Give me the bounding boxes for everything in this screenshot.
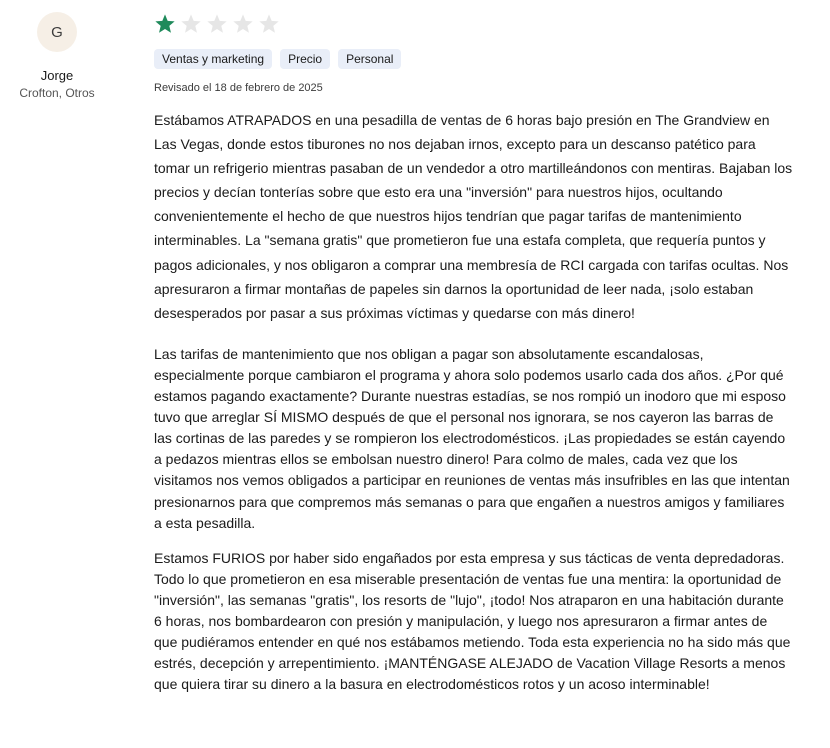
review-tags [154,49,794,69]
tag-personal[interactable]: Personal [338,49,401,69]
review-paragraph: Las tarifas de mantenimiento que nos obligan a pagar son absolutamente escandalosas, especialmente porque cambiaron el programa y ahora solo podemos usarlo cada dos años. ¿Por qué estamos pagando exactamente? Durante nuestras estadías, se nos rompió un inodoro que mi esposo tuvo que arreglar SÍ MISMO después de que el personal nos ignorara, se nos cayeron las barras de las cortinas de las paredes y se rompieron los electrodomésticos. ¡Las propiedades se están cayendo a pedazos mientras ellos se embolsan nuestro dinero! Para colmo de males, cada vez que los visitamos nos vemos obligados a participar en reuniones de ventas más insufribles en las que intentan presionarnos para que compremos más semanas o para que engañen a nuestros amigos y familiares a esta pesadilla. [154,345,790,531]
review-paragraph: Estábamos ATRAPADOS en una pesadilla de ventas de 6 horas bajo presión en The Grandview en Las Vegas, donde estos tiburones no nos dejaban irnos, excepto para un descanso patético para tomar un refrigerio mientras pasaban de un vendedor a otro martilleándonos con mentiras. Bajaban los precios y decían tonterías sobre que esto era una "inversión" para nuestros hijos, ocultando convenientemente el hecho de que nuestros hijos tendrían que pagar tarifas de mantenimiento interminables. La "semana gratis" que prometieron fue una estafa completa, que requería puntos y pagos adicionales, y nos obligaron a comprar una membresía de RCI cargada con tarifas ocultas. Nos apresuraron a firmar montañas de papeles sin darnos la oportunidad de leer nada, ¡solo estaban desesperados por pasar a sus próximas víctimas y quedarse con más dinero! [154,112,793,321]
avatar [37,12,77,52]
review-paragraph: Estamos FURIOS por haber sido engañados por esta empresa y sus tácticas de venta depredadoras. Todo lo que prometieron en esa miserable presentación de ventas fue una mentira: la oportunidad de "inversión", las semanas "gratis", los resorts de "lujo", ¡todo! Nos atraparon en una habitación durante 6 horas, nos bombardearon con presión y manipulación, y luego nos apresuraron a firmar antes de que pudiéramos entender en qué nos estábamos metiendo. Toda esta experiencia no ha sido más que estrés, decepción y arrepentimiento. ¡MANTÉNGASE ALEJADO de Vacation Village Resorts a menos que quiera tirar su dinero a la basura en electrodomésticos rotos y un acoso interminable! [154,549,791,693]
reviewer-name: Jorge [40,68,74,83]
star-empty-icon [206,13,228,35]
reviewer-location: Crofton, Otros [19,86,95,100]
star-empty-icon [180,13,202,35]
review-body [154,108,794,695]
tag-ventas-y-marketing[interactable]: Ventas y marketing [154,49,272,69]
tag-precio[interactable]: Precio [280,49,330,69]
star-empty-icon [258,13,280,35]
star-empty-icon [232,13,254,35]
reviewer-info [0,12,114,100]
review-date: Revisado el 18 de febrero de 2025 [154,82,323,94]
star-filled-icon [154,13,176,35]
star-rating [154,11,794,37]
avatar-initial: G [51,23,63,41]
review-content [154,11,794,695]
